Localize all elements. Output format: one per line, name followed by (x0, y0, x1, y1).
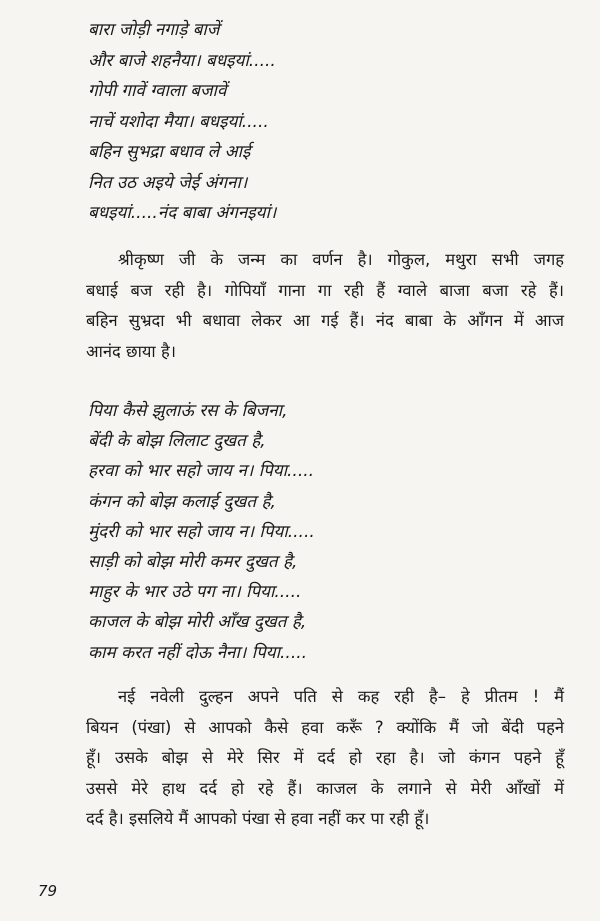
folk-song-verse-2 (88, 396, 558, 668)
paragraph-line: हूँ। उसके बोझ से मेरे सिर में दर्द हो रहा है। जो कंगन पहने हूँ (86, 748, 564, 767)
explanation-paragraph-2 (86, 682, 564, 835)
paragraph-line: आनंद छाया है। (86, 341, 176, 361)
verse-line: हरवा को भार सहो जाय न। पिया..... (88, 461, 315, 482)
paragraph-line: बधाई बज रही है। गोपियाँ गाना गा रही हैं ग्वाले बाजा बजा रहे हैं। (86, 280, 564, 300)
page-number: 79 (38, 882, 58, 900)
verse-line: पिया कैसे झुलाऊं रस के बिजना, (88, 401, 288, 421)
verse-line: गोपी गावें ग्वाला बजावें (88, 81, 227, 101)
verse-line: काम करत नहीं दोऊ नैना। पिया..... (88, 642, 308, 663)
verse-line: नाचें यशोदा मैया। बधइयां..... (88, 111, 269, 132)
verse-line: और बाजे शहनैया। बधइयां..... (88, 50, 276, 71)
paragraph-line: बहिन सुभ्रदा भी बधावा लेकर आ गई हैं। नंद बाबा के आँगन में आज (86, 311, 564, 330)
paragraph-line: नई नवेली दुल्हन अपने पति से कह रही है– हे प्रीतम ! मैं (118, 687, 564, 706)
verse-line: काजल के बोझ मोरी आँख दुखत है, (88, 612, 307, 633)
verse-line: कंगन को बोझ कलाई दुखत है, (88, 491, 276, 512)
verse-line: बहिन सुभद्रा बधाव ले आई (88, 142, 251, 162)
verse-line: बेंदी के बोझ लिलाट दुखत है, (88, 431, 266, 452)
paragraph-line: बियन (पंखा) से आपको कैसे हवा करूँ ? क्योंकि मैं जो बेंदी पहने (86, 717, 564, 737)
paragraph-line: उससे मेरे हाथ दर्द हो रहे हैं। काजल के लगाने से मेरी आँखों में (86, 778, 564, 798)
verse-line: मुंदरी को भार सहो जाय न। पिया..... (88, 521, 315, 542)
paragraph-line: दर्द है। इसलिये मैं आपको पंखा से हवा नहीं कर पा रही हूँ। (86, 809, 430, 828)
verse-line: माहुर के भार उठे पग ना। पिया..... (88, 582, 302, 603)
folk-song-verse-1 (88, 15, 558, 229)
verse-line: बारा जोड़ी नगाड़े बाजें (88, 20, 220, 40)
paragraph-line: श्रीकृष्ण जी के जन्म का वर्णन है। गोकुल, मथुरा सभी जगह (118, 250, 564, 269)
verse-line: साड़ी को बोझ मोरी कमर दुखत है, (88, 551, 298, 572)
verse-line: नित उठ अइये जेई अंगना। (88, 172, 248, 193)
verse-line: बधइयां.....नंद बाबा अंगनइयां। (88, 203, 277, 223)
explanation-paragraph-1 (86, 245, 564, 367)
